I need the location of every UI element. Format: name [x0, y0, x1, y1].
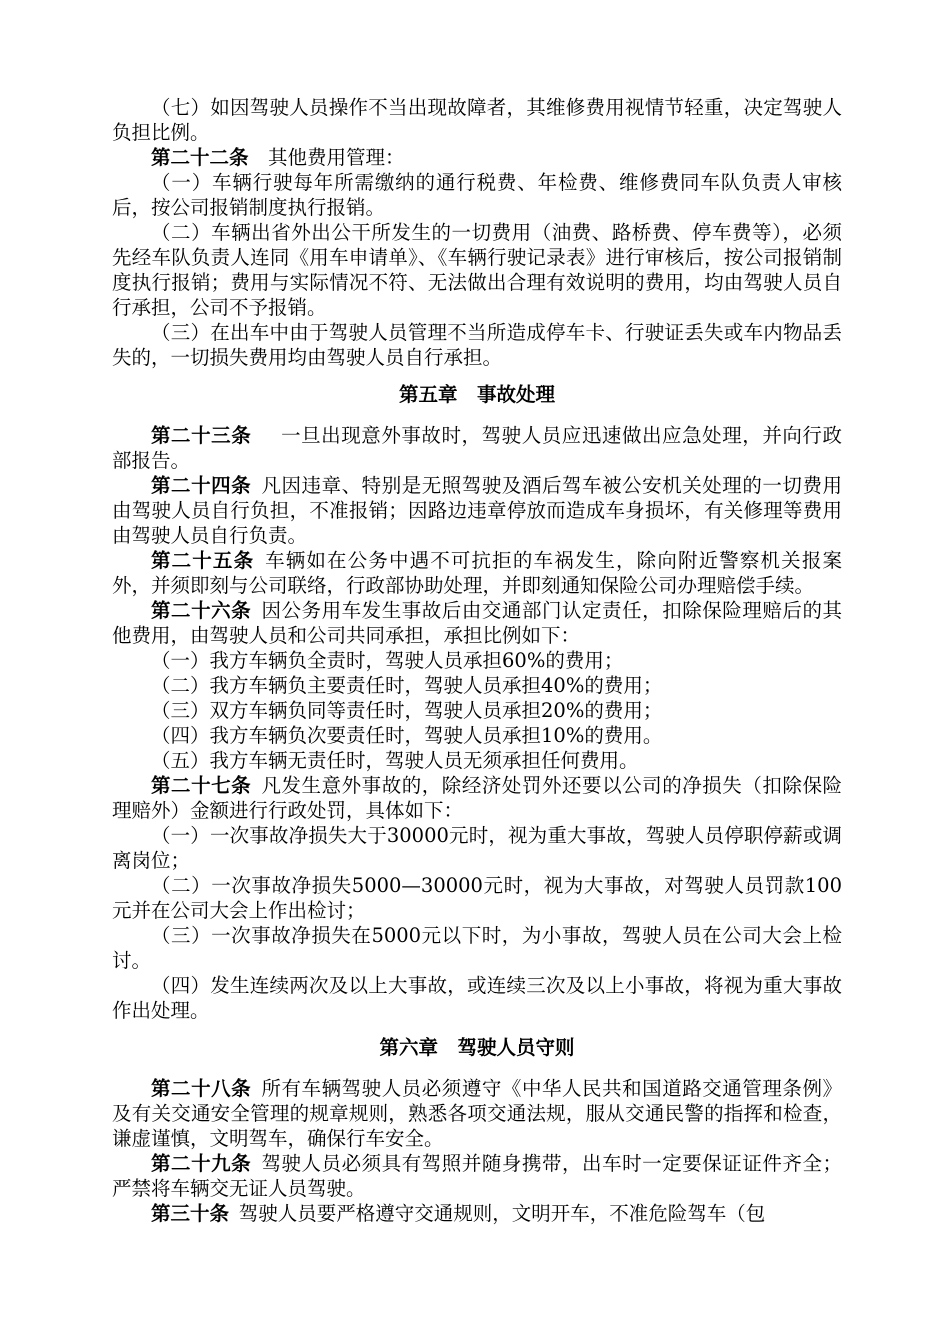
article-text: 驾驶人员要严格遵守交通规则，文明开车，不准危险驾车（包	[238, 1202, 766, 1225]
article-text: 车辆如在公务中遇不可抗拒的车祸发生，除向附近警察机关报案外，并须即刻与公司联络，行政部协助处理，并即刻通知保险公司办理赔偿手续。	[112, 549, 842, 597]
article-22-item-2: （二）车辆出省外出公干所发生的一切费用（油费、路桥费、停车费等），必须先经车队负责人连同《用车申请单》、《车辆行驶记录表》进行审核后，按公司报销制度执行报销；费用与实际情况不符、无法做出合理有效说明的费用，均由驾驶人员自行承担，公司不予报销。	[112, 221, 842, 319]
article-23	[112, 423, 842, 473]
article-text: 驾驶人员必须具有驾照并随身携带，出车时一定要保证证件齐全；严禁将车辆交无证人员驾驶。	[112, 1152, 842, 1200]
article-label: 第二十七条	[151, 774, 252, 797]
article-label: 第二十二条	[151, 146, 249, 169]
article-label: 第二十四条	[151, 474, 252, 497]
article-27-item-1: （一）一次事故净损失大于30000元时，视为重大事故，驾驶人员停职停薪或调离岗位；	[112, 824, 842, 872]
chapter-number: 第六章	[379, 1036, 438, 1059]
article-27-item-3: （三）一次事故净损失在5000元以下时，为小事故，驾驶人员在公司大会上检讨。	[112, 924, 842, 972]
article-27-item-4: （四）发生连续两次及以上大事故，或连续三次及以上小事故，将视为重大事故作出处理。	[112, 974, 842, 1022]
article-text: 凡发生意外事故的，除经济处罚外还要以公司的净损失（扣除保险理赔外）金额进行行政处罚，具体如下：	[112, 774, 842, 822]
article-text: 其他费用管理：	[268, 146, 405, 169]
article-25	[112, 548, 842, 598]
article-27	[112, 773, 842, 823]
article-29	[112, 1151, 842, 1201]
article-26-item-3: （三）双方车辆负同等责任时，驾驶人员承担20%的费用；	[151, 699, 663, 722]
article-label: 第二十九条	[151, 1152, 252, 1175]
chapter-title: 驾驶人员守则	[457, 1036, 575, 1059]
article-26-item-2: （二）我方车辆负主要责任时，驾驶人员承担40%的费用；	[151, 674, 663, 697]
article-26-item-5: （五）我方车辆无责任时，驾驶人员无须承担任何费用。	[151, 749, 639, 772]
chapter-number: 第五章	[398, 383, 458, 406]
article-22	[112, 145, 842, 170]
article-label: 第二十五条	[151, 549, 255, 572]
article-text: 因公务用车发生事故后由交通部门认定责任，扣除保险理赔后的其他费用，由驾驶人员和公司共同承担，承担比例如下：	[112, 599, 842, 647]
chapter-5-heading	[112, 382, 842, 407]
article-28	[112, 1076, 842, 1151]
article-label: 第三十条	[151, 1202, 230, 1225]
article-22-item-3: （三）在出车中由于驾驶人员管理不当所造成停车卡、行驶证丢失或车内物品丢失的，一切损失费用均由驾驶人员自行承担。	[112, 321, 842, 369]
article-26	[112, 598, 842, 648]
document-page	[112, 95, 842, 1226]
article-label: 第二十六条	[151, 599, 252, 622]
article-label: 第二十八条	[151, 1077, 252, 1100]
article-22-item-1: （一）车辆行驶每年所需缴纳的通行税费、年检费、维修费同车队负责人审核后，按公司报销制度执行报销。	[112, 171, 842, 219]
article-text: 所有车辆驾驶人员必须遵守《中华人民共和国道路交通管理条例》及有关交通安全管理的规章规则，熟悉各项交通法规，服从交通民警的指挥和检查，谦虚谨慎，文明驾车，确保行车安全。	[112, 1077, 842, 1150]
article-26-item-4: （四）我方车辆负次要责任时，驾驶人员承担10%的费用。	[151, 724, 663, 747]
article-label: 第二十三条	[151, 424, 252, 447]
article-30	[112, 1201, 842, 1226]
article-text: 凡因违章、特别是无照驾驶及酒后驾车被公安机关处理的一切费用由驾驶人员自行负担，不准报销；因路边违章停放而造成车身损坏，有关修理等费用由驾驶人员自行负责。	[112, 474, 842, 547]
article-27-item-2: （二）一次事故净损失5000—30000元时，视为大事故，对驾驶人员罚款100元并在公司大会上作出检讨；	[112, 874, 842, 922]
article-text: 一旦出现意外事故时，驾驶人员应迅速做出应急处理，并向行政部报告。	[112, 424, 842, 472]
chapter-title: 事故处理	[477, 383, 556, 406]
article-24	[112, 473, 842, 548]
chapter-6-heading	[112, 1035, 842, 1060]
article-26-item-1: （一）我方车辆负全责时，驾驶人员承担60%的费用；	[151, 649, 624, 672]
paragraph-item-7: （七）如因驾驶人员操作不当出现故障者，其维修费用视情节轻重，决定驾驶人负担比例。	[112, 96, 842, 144]
